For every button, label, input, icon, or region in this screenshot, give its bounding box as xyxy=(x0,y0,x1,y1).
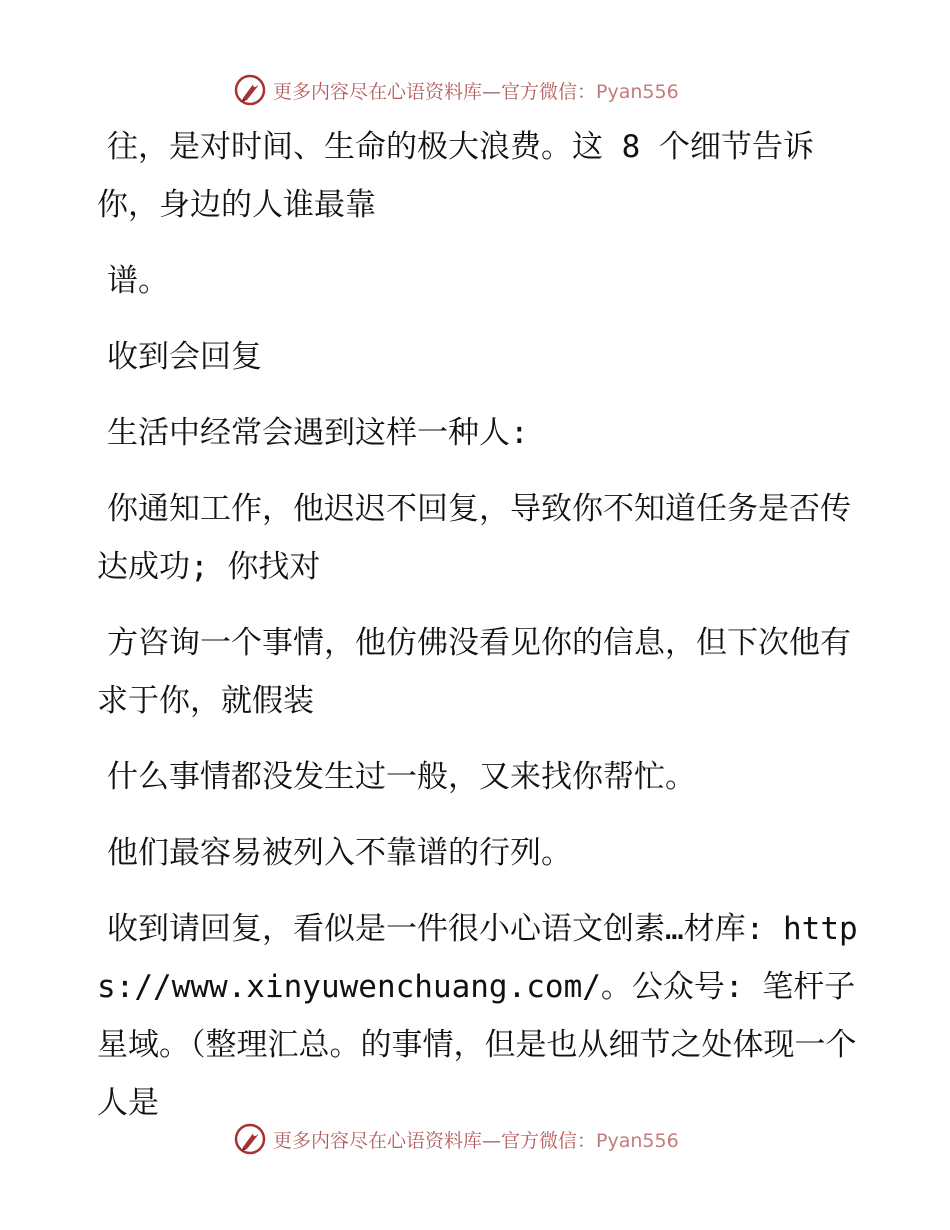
section-heading: 收到会回复 xyxy=(107,339,262,375)
footer-wechat-handle: Pyan556 xyxy=(596,1129,679,1152)
paragraph: 方咨询一个事情，他仿佛没看见你的信息，但下次他有求于你，就假装 xyxy=(97,625,851,719)
paragraph: 生活中经常会遇到这样一种人: xyxy=(107,415,529,451)
paragraph: 往，是对时间、生命的极大浪费。这 8 个细节告诉你，身边的人谁最靠 xyxy=(97,129,814,223)
header-banner xyxy=(233,72,713,108)
paragraph: 什么事情都没发生过一般，又来找你帮忙。 xyxy=(107,759,696,795)
paragraph: 他们最容易被列入不靠谱的行列。 xyxy=(107,835,572,871)
footer-banner xyxy=(233,1121,713,1157)
footer-separator: — xyxy=(482,1129,502,1152)
header-site-text: 更多内容尽在心语资料库 xyxy=(273,80,483,103)
header-wechat-label: 官方微信： xyxy=(501,80,597,103)
paragraph: 你通知工作，他迟迟不回复，导致你不知道任务是否传达成功; 你找对 xyxy=(97,491,851,585)
header-separator: — xyxy=(482,80,502,103)
footer-site-text: 更多内容尽在心语资料库 xyxy=(273,1129,483,1152)
footer-wechat-label: 官方微信： xyxy=(501,1129,597,1152)
pen-nib-seal-icon xyxy=(233,73,267,107)
document-body xyxy=(97,118,867,1150)
paragraph: 谱。 xyxy=(107,263,169,299)
footer-banner-text xyxy=(273,1126,679,1153)
header-wechat-handle: Pyan556 xyxy=(596,80,679,103)
paragraph: 收到请回复，看似是一件很小心语文创素…材库: https://www.xinyuwenchuang.com/。公众号: 笔杆子星域。（整理汇总。的事情，但是也从细节之处体现一个人是 xyxy=(97,911,858,1121)
pen-nib-seal-icon xyxy=(233,1122,267,1156)
header-banner-text xyxy=(273,77,679,104)
